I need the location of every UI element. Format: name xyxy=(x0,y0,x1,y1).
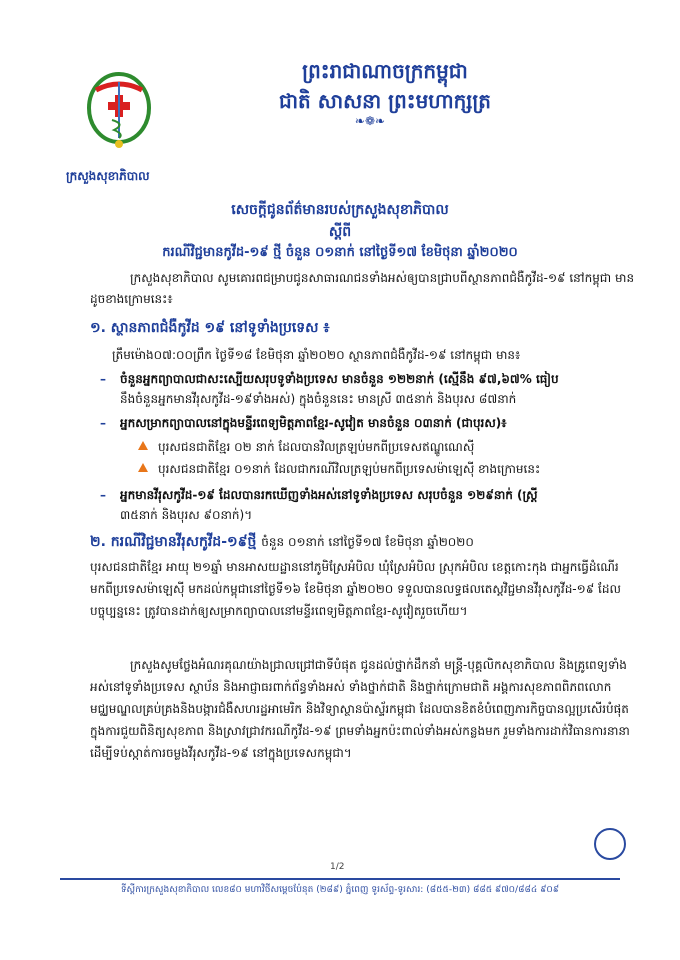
section2-heading-text: ២. ករណីវិជ្ជមានវីរុសកូវីដ-១៩ថ្មី xyxy=(90,534,257,550)
footer-address: ទីស្តីការក្រសួងសុខាភិបាល លេខ៨០ មហាវិថីសម្តេចប៉ែនុត (២៨៩) ភ្នំពេញ ទូរស័ព្ទ-ទូរសារ: (៨៥៥-២៣) ៨៨៥ ៩៧០/៨៨៤ ៩០៩ xyxy=(120,885,560,895)
section1-lead: ត្រឹមម៉ោង០៧:០០ព្រឹក ថ្ងៃទី១៨ ខែមិថុនា ឆ្នាំ២០២០ ស្ថានភាពជំងឺកូវីដ-១៩ នៅកម្ពុជា មាន៖ xyxy=(112,348,521,362)
section2-heading xyxy=(90,532,474,553)
bullet-dash: – xyxy=(100,372,106,386)
section2-heading-date: ចំនួន ០១នាក់ នៅថ្ងៃទី១៧ ខែមិថុនា ឆ្នាំ២០២០ xyxy=(261,535,474,549)
seal-stamp-icon xyxy=(594,828,626,860)
hospitalized-line: អ្នកសម្រាកព្យាបាលនៅក្នុងមន្ទីរពេទ្យមិត្តភាពខ្មែរ-សូវៀត មានចំនួន ០៣នាក់ (ជាបុរស)៖ xyxy=(120,416,507,430)
ministry-name: ក្រសួងសុខាភិបាល xyxy=(66,169,150,183)
intro-paragraph: ក្រសួងសុខាភិបាល សូមគោរពជម្រាបជូនសាធារណជនទាំងអស់ឲ្យបានជ្រាបពីស្ថានភាពជំងឺកូវីដ-១៩ នៅកម្ពុជា មានដូចខាងក្រោមនេះ៖ xyxy=(90,271,635,306)
document-title: សេចក្តីជូនព័ត៌មានរបស់ក្រសួងសុខាភិបាល xyxy=(231,202,449,218)
section1-heading: ១. ស្ថានភាពជំងឺកូវីដ ១៩ នៅទូទាំងប្រទេស ៖ xyxy=(90,320,330,336)
recovered-line-2: នឹងចំនួនអ្នកមានវីរុសកូវីដ-១៩ទាំងអស់) ក្នុងចំនួននេះ មានស្រី ៣៥នាក់ និងបុរស ៨៧នាក់ xyxy=(120,392,517,406)
footer-divider xyxy=(60,878,620,880)
title-subject: ករណីវិជ្ជមានកូវីដ-១៩ ថ្មី ចំនួន ០១នាក់ នៅថ្ងៃទី១៧ ខែមិថុនា ឆ្នាំ២០២០ xyxy=(162,245,518,260)
recovered-line-1: ចំនួនអ្នកព្យាបាលជាសះស្បើយសរុបទូទាំងប្រទេស មានចំនួន ១២២នាក់ (ស្មើនឹង ៩៧,៦៧% ធៀប xyxy=(120,372,559,386)
triangle-bullet-icon xyxy=(138,463,148,472)
ornament-divider: ❧❁❧ xyxy=(354,114,386,128)
triangle-bullet-icon xyxy=(138,441,148,450)
closing-paragraph: ក្រសួងសូមថ្លែងអំណរគុណយ៉ាងជ្រាលជ្រៅជាទីបំផុត ជូនដល់ថ្នាក់ដឹកនាំ មន្ត្រី-បុគ្គលិកសុខាភិបាល និងគ្រូពេទ្យទាំងអស់នៅទូទាំងប្រទេស ស្ថាប័ន និងអាជ្ញាធរពាក់ព័ន្ធទាំងអស់ ទាំងថ្នាក់ជាតិ និងថ្នាក់ក្រោមជាតិ អង្គការសុខភាពពិភពលោក មជ្ឈមណ្ឌលគ្រប់គ្រងនិងបង្ការជំងឺសហរដ្ឋអាមេរិក និងវិទ្យាស្ថានប៉ាស្ទ័រកម្ពុជា ដែលបានខិតខំបំពេញភារកិច្ចបានល្អប្រសើរបំផុត ក្នុងការជួយពិនិត្យសុខភាព និងស្រាវជ្រាវករណីកូវីដ-១៩ ព្រមទាំងអ្នកប៉ះពាល់ទាំងអស់កន្លងមក រួមទាំងការដាក់វិធានការនានា ដើម្បីទប់ស្កាត់ការចម្លងវីរុសកូវីដ-១៩ នៅក្នុងប្រទេសកម្ពុជា។ xyxy=(90,658,630,760)
motto-heading: ជាតិ សាសនា ព្រះមហាក្សត្រ xyxy=(279,89,491,113)
bullet-dash: – xyxy=(100,488,106,502)
kingdom-heading: ព្រះរាជាណាចក្រកម្ពុជា xyxy=(302,59,468,83)
total-cases-line-1: អ្នកមានវីរុសកូវីដ-១៩ ដែលបានរកឃើញទាំងអស់នៅទូទាំងប្រទេស សរុបចំនួន ១២៩នាក់ (ស្ត្រី xyxy=(120,488,538,502)
patient-sub-2: បុរសជនជាតិខ្មែរ ០១នាក់ ដែលជាករណីវិលត្រឡប់មកពីប្រទេសម៉ាឡេស៊ី ខាងក្រោមនេះ xyxy=(158,462,541,476)
total-cases-line-2: ៣៥នាក់ និងបុរស ៩០នាក់)។ xyxy=(120,508,253,522)
new-case-paragraph: បុរសជនជាតិខ្មែរ អាយុ ២១ឆ្នាំ មានអាសយដ្ឋាននៅភូមិស្រែអំបិល ឃុំស្រែអំបិល ស្រុកអំបិល ខេត្តកោះកុង ជាអ្នកធ្វើដំណើរមកពីប្រទេសម៉ាឡេស៊ី មកដល់កម្ពុជានៅថ្ងៃទី១៦ ខែមិថុនា ឆ្នាំ២០២០ ទទួលបានលទ្ធផលតេស្តវិជ្ជមានវីរុសកូវីដ-១៩ ដែលបច្ចុប្បន្ននេះ ត្រូវបានដាក់ឲ្យសម្រាកព្យាបាលនៅមន្ទីរពេទ្យមិត្តភាពខ្មែរ-សូវៀតរួចហើយ។ xyxy=(90,560,621,618)
page-number: 1/2 xyxy=(330,862,345,872)
title-about: ស្តីពី xyxy=(328,224,352,240)
bullet-dash: – xyxy=(100,416,106,430)
ministry-logo xyxy=(84,68,154,158)
patient-sub-1: បុរសជនជាតិខ្មែរ ០២ នាក់ ដែលបានវិលត្រឡប់មកពីប្រទេសឥណ្ឌូណេស៊ី xyxy=(158,440,475,454)
